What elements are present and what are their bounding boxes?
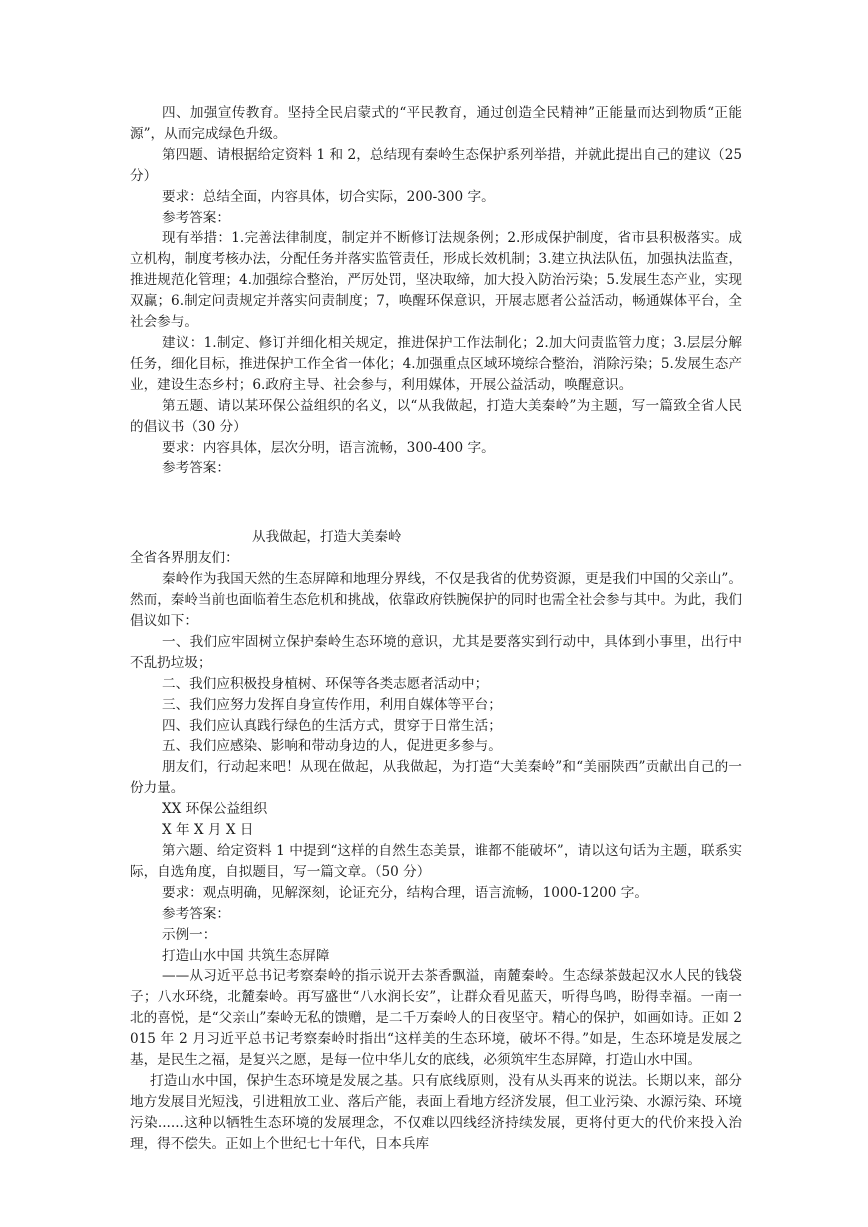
paragraph: X 年 X 月 X 日	[162, 822, 254, 839]
document-body	[130, 103, 742, 1155]
paragraph: 二、我们应积极投身植树、环保等各类志愿者活动中；	[162, 675, 489, 692]
paragraph: 四、加强宣传教育。坚持全民启蒙式的“平民教育，通过创造全民精神”正能量而达到物质“正能源”，从而完成绿色升级。	[130, 105, 742, 142]
paragraph: 参考答案：	[162, 905, 230, 922]
paragraph: 打造山水中国 共筑生态屏障	[162, 947, 330, 964]
paragraph: 五、我们应感染、影响和带动身边的人，促进更多参与。	[162, 738, 502, 755]
paragraph: 要求：内容具体，层次分明，语言流畅，300-400 字。	[162, 439, 495, 456]
paragraph: ——从习近平总书记考察秦岭的指示说开去茶香飘溢，南麓秦岭。生态绿茶鼓起汉水人民的钱袋子；八水环绕，北麓秦岭。再写盛世“八水润长安”，让群众看见蓝天，听得鸟鸣，盼得幸福。一南一北的喜悦，是“父亲山”秦岭无私的馈赠，是二千万秦岭人的日夜坚守。精心的保护，如画如诗。正如 2015 年 2 月习近平总书记考察秦岭时指出“这样美的生态环境，破坏不得。”如是，生态环境是发展之基，是民生之福，是复兴之愿，是每一位中华儿女的底线，必须筑牢生态屏障，打造山水中国。	[130, 968, 742, 1069]
paragraph: 第六题、给定资料 1 中提到“这样的自然生态美景，谁都不能破坏”，请以这句话为主题，联系实际，自选角度，自拟题目，写一篇文章。（50 分）	[130, 842, 742, 880]
paragraph: XX 环保公益组织	[162, 801, 268, 818]
paragraph: 朋友们，行动起来吧！从现在做起，从我做起，为打造“大美秦岭”和“美丽陕西”贡献出自己的一份力量。	[130, 759, 742, 797]
blank-line	[130, 493, 742, 514]
paragraph: 建议：1.制定、修订并细化相关规定，推进保护工作法制化；2.加大问责监管力度；3.层层分解任务，细化目标，推进保护工作全省一体化；4.加强重点区域环境综合整治，消除污染；5.发展生态产业，建设生态乡村；6.政府主导、社会参与，利用媒体，开展公益活动，唤醒意识。	[130, 334, 742, 393]
paragraph: 参考答案：	[162, 460, 230, 477]
paragraph: 第四题、请根据给定资料 1 和 2，总结现有秦岭生态保护系列举措，并就此提出自己的建议（25 分）	[130, 146, 742, 184]
paragraph: 一、我们应牢固树立保护秦岭生态环境的意识，尤其是要落实到行动中，具体到小事里，出行中不乱扔垃圾；	[130, 633, 742, 671]
paragraph: 第五题、请以某环保公益组织的名义，以“从我做起，打造大美秦岭”为主题，写一篇致全省人民的倡议书（30 分）	[130, 397, 742, 435]
paragraph: 现有举措：1.完善法律制度，制定并不断修订法规条例；2.形成保护制度，省市县积极落实。成立机构，制度考核办法，分配任务并落实监管责任，形成长效机制；3.建立执法队伍，加强执法监查，推进规范化管理；4.加强综合整治，严厉处罚，坚决取缔，加大投入防治污染；5.发展生态产业，实现双赢；6.制定问责规定并落实问责制度；7，唤醒环保意识，开展志愿者公益活动，畅通媒体平台，全社会参与。	[130, 230, 742, 331]
paragraph: 要求：观点明确，见解深刻，论证充分，结构合理，语言流畅，1000-1200 字。	[162, 884, 648, 901]
paragraph: 要求：总结全面，内容具体，切合实际，200-300 字。	[162, 188, 495, 205]
paragraph: 全省各界朋友们：	[130, 550, 239, 567]
paragraph: 参考答案：	[162, 209, 230, 226]
paragraph: 打造山水中国，保护生态环境是发展之基。只有底线原则，没有从头再来的说法。长期以来，部分地方发展目光短浅，引进粗放工业、落后产能，表面上看地方经济发展，但工业污染、水源污染、环境污染......这种以牺牲生态环境的发展理念，不仅难以四线经济持续发展，更将付更大的代价来投入治理，得不偿失。正如上个世纪七十年代，日本兵库	[130, 1072, 742, 1152]
paragraph: 三、我们应努力发挥自身宣传作用，利用自媒体等平台；	[162, 696, 502, 713]
paragraph: 示例一：	[162, 926, 217, 943]
paragraph: 四、我们应认真践行绿色的生活方式，贯穿于日常生活；	[162, 717, 502, 734]
letter-title: 从我做起，打造大美秦岭	[252, 529, 402, 546]
paragraph: 秦岭作为我国天然的生态屏障和地理分界线，不仅是我省的优势资源，更是我们中国的父亲山”。然而，秦岭当前也面临着生态危机和挑战，依靠政府铁腕保护的同时也需全社会参与其中。为此，我们倡议如下：	[130, 571, 742, 630]
